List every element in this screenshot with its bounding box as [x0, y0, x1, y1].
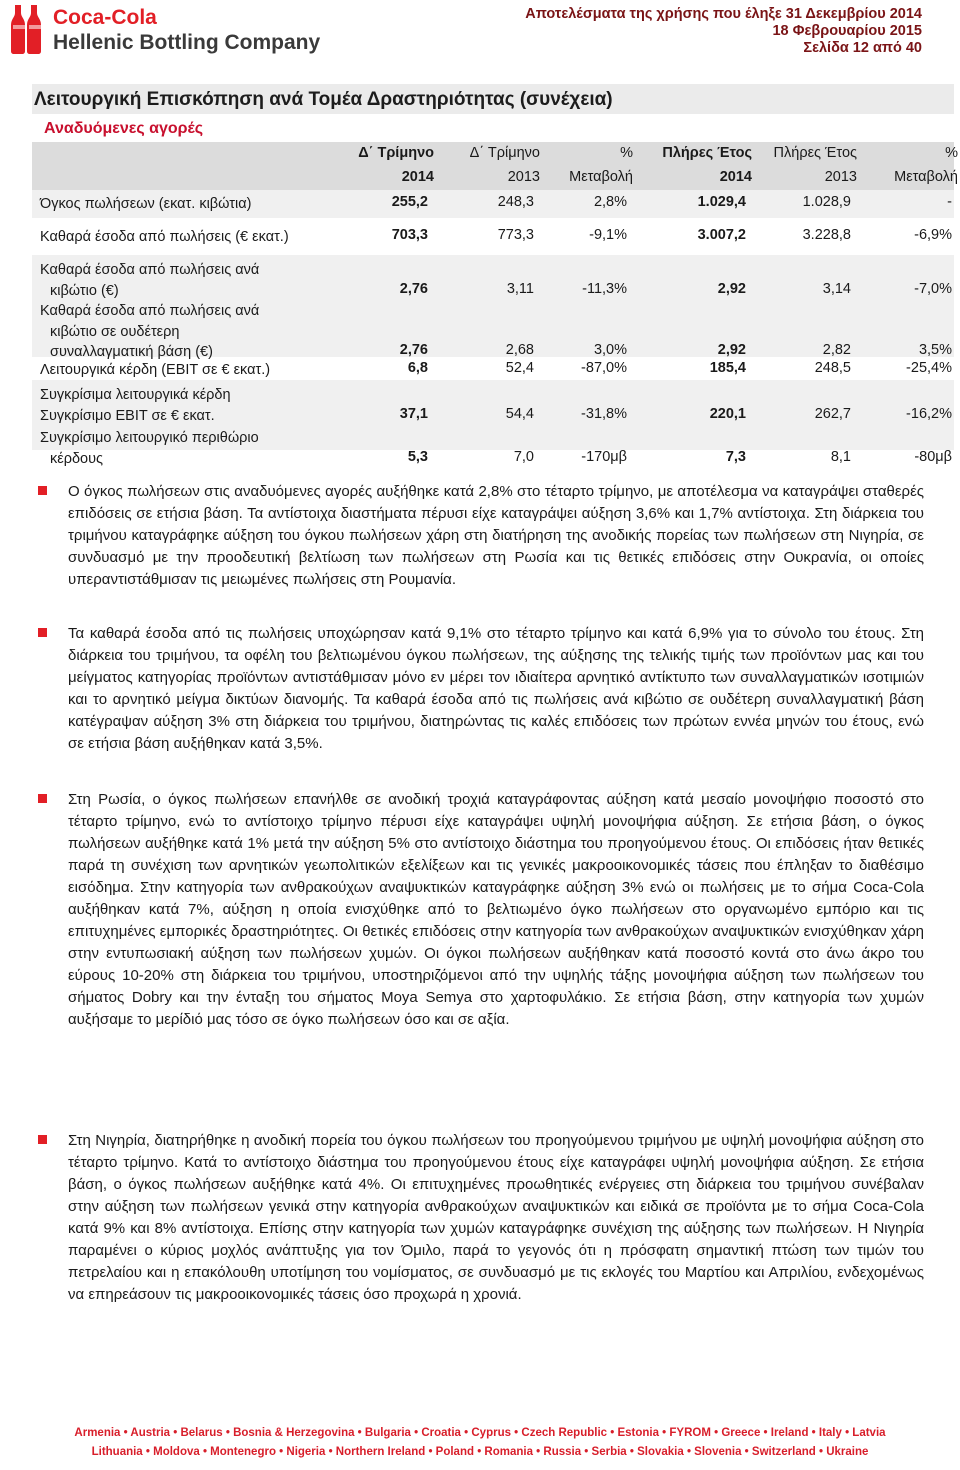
bullet-marker — [38, 794, 47, 803]
table-cell: 3,11 — [506, 280, 534, 297]
table-cell: -170μβ — [581, 448, 627, 465]
table-cell: 7,0 — [513, 448, 534, 465]
table-row-label-line: Συγκρίσιμα λειτουργικά κέρδη — [40, 387, 231, 403]
table-row-label — [40, 428, 259, 469]
brand-name: Coca-Cola — [53, 6, 157, 29]
table-cell: 2,8% — [593, 194, 627, 210]
table-row-label — [40, 385, 231, 426]
table-cell: 3.007,2 — [697, 227, 746, 243]
subsection-title: Αναδυόμενες αγορές — [44, 120, 204, 137]
table-cell: 1.028,9 — [802, 194, 851, 210]
report-header — [525, 6, 922, 57]
bullet-text: Τα καθαρά έσοδα από τις πωλήσεις υποχώρησαν κατά 9,1% στο τέταρτο τρίμηνο και κατά 6,9% για το σύνολο του έτους. Στη διάρκεια του τριμήνου, τα οφέλη του βελτιωμένου όγκου πωλήσεων, της αύξησης της τελικής τιμής των προϊόντων μας και του μείγματος κατηγορίας προϊόντων αντιστάθμισαν μόνο εν μέρει τον ιδιαίτερα αρνητικό αντίκτυπο των συναλλαγματικών ισοτιμιών και το αρνητικό μείγμα δικτύων διανομής. Τα καθαρά έσοδα από τις πωλήσεις ανά κιβώτιο σε ουδέτερη συναλλαγματική βάση κατέγραψαν αύξηση 3% στη διάρκεια του τριμήνου, διατηρώντας τις καλές επιδόσεις των πρώτων εννέα μηνών του έτους, ενώ σε ετήσια βάση αυξήθηκαν κατά 3,5%. — [68, 625, 924, 752]
company-logo — [5, 3, 345, 55]
table-cell: -31,8% — [581, 405, 627, 422]
table-cell: 7,3 — [725, 448, 746, 465]
table-cell: -80μβ — [914, 448, 952, 465]
footer-countries-line1: Armenia • Austria • Belarus • Bosnia & Herzegovina • Bulgaria • Croatia • Cyprus • Czech Republic • Estonia • FYROM • Greece • Ireland • Italy • Latvia — [74, 1427, 886, 1439]
table-cell: -6,9% — [914, 227, 952, 243]
table-cell: 2,82 — [822, 342, 851, 358]
table-cell: 3,5% — [918, 342, 952, 358]
table-row-label-line: συναλλαγματική βάση (€) — [50, 344, 213, 360]
table-cell: 3,0% — [593, 342, 627, 358]
table-cell: -16,2% — [906, 405, 952, 422]
table-cell: 248,5 — [814, 360, 851, 376]
table-cell: - — [947, 194, 952, 210]
table-header-cell: 2014 — [719, 169, 752, 185]
table-row-label-line: Όγκος πωλήσεων (εκατ. κιβώτια) — [40, 196, 252, 212]
table-header-cell: Μεταβολή — [569, 169, 633, 185]
table-cell: 5,3 — [407, 448, 428, 465]
bullet-marker — [38, 628, 47, 637]
bullet-text: Ο όγκος πωλήσεων στις αναδυόμενες αγορές αυξήθηκε κατά 2,8% στο τέταρτο τρίμηνο, με αποτέλεσμα να καταγράψει σταθερές επιδόσεις σε ετήσια βάση. Τα αντίστοιχα διαστήματα πέρυσι είχε καταγράψει αύξηση 3,6% και 1,7% αντίστοιχα. Στη διάρκεια του τριμήνου καταγράφηκε αύξηση του όγκου πωλήσεων χάρη στη διατήρηση της ανοδικής πορείας των πωλήσεων στη Νιγηρία, σε συνδυασμό με την προοδευτική βελτίωση των πωλήσεων στη Ρωσία και τις θετικές επιδόσεις στην Ουκρανία, οι οποίες υπεραντιστάθμισαν τις μειωμένες πωλήσεις στη Ρουμανία. — [68, 483, 924, 588]
table-cell: 2,68 — [505, 342, 534, 358]
table-header-cell: % — [945, 145, 958, 161]
table-header-cell: 2014 — [401, 169, 434, 185]
table-row-label — [40, 227, 289, 248]
footer-countries-line2: Lithuania • Moldova • Montenegro • Nigeria • Northern Ireland • Poland • Romania • Russia • Serbia • Slovakia • Slovenia • Switzerland • Ukraine — [91, 1446, 869, 1458]
bullet-text: Στη Ρωσία, ο όγκος πωλήσεων επανήλθε σε ανοδική τροχιά καταγράφοντας αύξηση κατά μεσαίο μονοψήφιο ποσοστό στο τέταρτο τρίμηνο, ενώ το αντίστοιχο τρίμηνο πέρυσι είχε καταγράψει υψηλή μονοψήφια αύξηση. Σε ετήσια βάση, ο όγκος πωλήσεων αυξήθηκε κατά 1% μετά την αύξηση 5% στο αντίστοιχο διάστημα του προηγούμενου έτους. Οι επιδόσεις ήταν θετικές παρά τη συνέχιση των αρνητικών γεωπολιτικών εξελίξεων και τις γενικές μακροοικονομικές τάσεις που έπληξαν το διαθέσιμο εισόδημα. Στην κατηγορία των ανθρακούχων αναψυκτικών καταγράφηκε αύξηση 3% ενώ οι πωλήσεις με το σήμα Coca-Cola αυξήθηκαν κατά 7%, αύξηση η οποία ενισχύθηκε από το βελτιωμένο όγκο πωλήσεων στο οργανωμένο εμπόριο και τις επιτυχημένες εμπορικές δραστηριότητες. Οι θετικές επιδόσεις στην κατηγορία των ανθρακούχων αναψυκτικών ενισχύθηκαν χάρη στην εντυπωσιακή αύξηση των πωλήσεων χυμών. Οι όγκοι πωλήσεων αυξήθηκαν κατά ποσοστό κοντά στο άνω άκρο του εύρους 10-20% στη διάρκεια του τριμήνου, υποστηριζόμενοι από την υψηλής τάξης μονοψήφια αύξηση των πωλήσεων του σήματος Dobry και την ένταξη του σήματος Moya Semya στο χαρτοφυλάκιο. Σε ετήσια βάση, στην κατηγορία των χυμών αυξήσαμε το μερίδιό μας τόσο σε όγκο πωλήσεων όσο και σε αξία. — [68, 791, 924, 1028]
table-cell: -9,1% — [589, 227, 627, 243]
table-cell: 185,4 — [709, 360, 746, 376]
table-cell: -87,0% — [581, 360, 627, 376]
table-header-cell: Μεταβολή — [894, 169, 958, 185]
table-header-cell: Πλήρες Έτος — [662, 145, 752, 161]
table-row-label-line: Καθαρά έσοδα από πωλήσεις (€ εκατ.) — [40, 229, 289, 245]
table-cell: -11,3% — [582, 280, 627, 297]
report-title: Αποτελέσματα της χρήσης που έληξε 31 Δεκεμβρίου 2014 — [525, 6, 922, 22]
table-cell: 6,8 — [407, 360, 428, 376]
table-header-cell: 2013 — [824, 169, 857, 185]
table-cell: 2,76 — [399, 342, 428, 358]
table-row-label — [40, 260, 259, 301]
table-cell: 37,1 — [399, 405, 428, 422]
table-row-label-line: Συγκρίσιμο λειτουργικό περιθώριο — [40, 430, 259, 446]
table-cell: 2,92 — [717, 280, 746, 297]
bullet-marker — [38, 486, 47, 495]
table-header-cell: % — [620, 145, 633, 161]
table-cell: 773,3 — [497, 227, 534, 243]
table-row-label-line: Λειτουργικά κέρδη (EBIT σε € εκατ.) — [40, 362, 271, 378]
table-cell: 2,92 — [717, 342, 746, 358]
table-row-label-line: κιβώτιο σε ουδέτερη — [50, 323, 180, 340]
table-row-label-line: κέρδους — [50, 450, 104, 467]
table-header-cell: Πλήρες Έτος — [773, 145, 857, 161]
table-header-cell: Δ΄ Τρίμηνο — [358, 145, 434, 161]
table-cell: 1.029,4 — [697, 194, 746, 210]
report-date: 18 Φεβρουαρίου 2015 — [772, 23, 922, 39]
section-title: Λειτουργική Επισκόπηση ανά Τομέα Δραστηριότητας (συνέχεια) — [34, 89, 613, 110]
table-row-label-line: Καθαρά έσοδα από πωλήσεις ανά — [40, 262, 260, 278]
table-cell: 3.228,8 — [802, 227, 851, 243]
table-cell: 248,3 — [497, 194, 534, 210]
bullet-text: Στη Νιγηρία, διατηρήθηκε η ανοδική πορεία του όγκου πωλήσεων του προηγούμενου τριμήνου με υψηλή μονοψήφια αύξηση στο τέταρτο τρίμηνο. Κατά το αντίστοιχο διάστημα του προηγούμενου έτους είχε καταγράφει υψηλή μονοψήφια αύξηση. Σε ετήσια βάση, ο όγκος πωλήσεων αυξήθηκε κατά 4%. Οι επιτυχημένες προωθητικές ενέργειες στη διάρκεια του τριμήνου συνέβαλαν στην αύξηση των πωλήσεων γενικά στην κατηγορία ανθρακούχων αναψυκτικών και ειδικά σε προϊόντα με το σήμα Coca-Cola κατά 9% και 8% αντίστοιχα. Επίσης στην κατηγορία των χυμών καταγράφηκε συνέχιση της αύξησης των πωλήσεων. Η Νιγηρία παραμένει ο κύριος μοχλός ανάπτυξης για τον Όμιλο, παρά το γεγονός ότι η πρόσφατη σημαντική πτώση των τιμών του πετρελαίου και η επακόλουθη υποτίμηση του νομίσματος, σε συνδυασμό με τις εκλογές του Μαρτίου και Απριλίου, ενδεχομένως να επηρεάσουν τις μακροοικονομικές τάσεις όσο προχωρά η χρονιά. — [68, 1132, 924, 1303]
table-header-cell: 2013 — [507, 169, 540, 185]
table-cell: 220,1 — [709, 405, 746, 422]
table-cell: 703,3 — [391, 227, 428, 243]
table-row-label — [40, 194, 251, 215]
table-cell: -25,4% — [906, 360, 952, 376]
table-cell: 2,76 — [399, 280, 428, 297]
bullet-marker — [38, 1135, 47, 1144]
table-header-cell: Δ΄ Τρίμηνο — [469, 145, 540, 161]
table-cell: 255,2 — [391, 194, 428, 210]
table-cell: 262,7 — [814, 405, 851, 422]
table-row-label-line: Καθαρά έσοδα από πωλήσεις ανά — [40, 303, 260, 319]
table-cell: 54,4 — [505, 405, 534, 422]
bottle-icon — [5, 3, 49, 55]
table-row-label-line: Συγκρίσιμο EBIT σε € εκατ. — [40, 407, 215, 424]
table-row-label — [40, 360, 270, 381]
table-row-label — [40, 301, 259, 363]
table-row-label-line: κιβώτιο (€) — [50, 282, 119, 299]
brand-subtitle: Hellenic Bottling Company — [53, 31, 321, 54]
table-cell: 8,1 — [830, 448, 851, 465]
page-number: Σελίδα 12 από 40 — [803, 40, 922, 56]
table-cell: 52,4 — [505, 360, 534, 376]
table-cell: 3,14 — [822, 280, 851, 297]
table-cell: -7,0% — [914, 280, 952, 297]
